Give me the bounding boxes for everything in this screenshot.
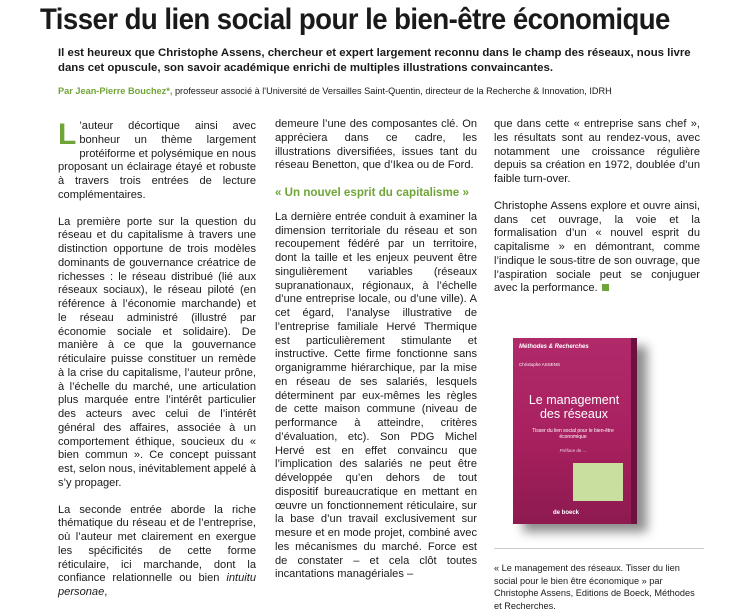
- italic-term: intuitu personae: [58, 572, 256, 598]
- book-cover-box: [573, 463, 623, 501]
- paragraph: La première porte sur la question du réseau et du capitalisme à travers une distinction opportune de trois modèles dominants de gouvernance créatrice de richesses : le réseau distribué (lié aux réseaux sociaux), le réseau piloté (en référence à l’économie marchande) et le réseau administré (illustré par économie sociale et solidaire). De manière à ce que la gouvernance réticulaire puisse constituer un remède à la crise du capitalisme, l’auteur prône, à l’échelle du marché, une articulation plus marquée entre l’intérêt particulier des acteurs avec celui de l’intérêt général des affaires, associée à un comportement éthique, soucieux du « bien commun ». Ce concept puissant est, selon nous, inévitablement appelé à s’y propager.: [58, 215, 256, 489]
- paragraph: La dernière entrée conduit à examiner la dimension territoriale du réseau et son recoupement fédéré par un territoire, dont la taille et les enjeux peuvent être singulièrement variables (réseaux supranationaux, régionaux, à l’échelle d’une entreprise locale, ou d’une ville). A cet égard, l’analyse illustrative de l’entreprise familiale Hervé Thermique est particulièrement stimulante et instructive. Cette firme fonctionne sans organigramme hiérarchique, par la mise en réseau de ses salariés, lesquels déterminent par eux-mêmes les règles de cette maison commune (niveau de performance à atteindre, critères d’évaluation, etc). Son PDG Michel Hervé est en effet convaincu que l’implication des salariés ne peut être développée qu’en dehors de tout dispositif bureaucratique en mettant en œuvre un fonctionnement réticulaire, sur la base d’un travail exclusivement sur mesure et en mode projet, combiné avec les mécanismes du marché. Force est de constater – et cela clôt toutes incantations managériales –: [275, 210, 477, 581]
- book-preface: Préface de ...: [559, 448, 587, 453]
- book-publisher: de boeck: [553, 510, 580, 516]
- paragraph-text: Christophe Assens explore et ouvre ainsi, dans cet ouvrage, la voie et la formalisation d’un « nouvel esprit du capitalisme » en démontrant, comme l’indique le sous-titre de son ouvrage, que l’aspiration sociale peut se conjuguer avec la performance.: [494, 199, 700, 295]
- article-title: Tisser du lien social pour le bien-être économique: [40, 3, 670, 36]
- book-series: Méthodes & Recherches: [519, 344, 589, 350]
- paragraph: demeure l’une des composantes clé. On appréciera dans ce cadre, les illustrations diversifiées, issues tant du réseau Benetton, que d’Ikea ou de Ford.: [275, 118, 477, 172]
- book-author: Christophe ASSENS: [519, 362, 561, 367]
- column-2: [275, 118, 477, 595]
- paragraph-text: ’auteur décortique ainsi avec bonheur un thème largement protéiforme et polysémique en nous proposant un éclairage étayé et robuste à travers trois entrées de lecture complémentaires.: [58, 120, 256, 201]
- paragraph-text: La seconde entrée aborde la riche thématique du réseau et de l’entreprise, où l’auteur met clairement en exergue les spécificités de cette forme réticulaire, ici marchande, dont la confiance relationnelle ou bien: [58, 503, 256, 585]
- byline: [58, 85, 728, 97]
- column-1: [58, 120, 256, 613]
- paragraph: [58, 120, 256, 203]
- column-3: [494, 118, 700, 309]
- article-lede: Il est heureux que Christophe Assens, chercheur et expert largement reconnu dans le champ des réseaux, nous livre dans cet opuscule, son savoir académique enrichi de multiples illustrations convaincantes.: [58, 47, 691, 74]
- drop-cap: L: [58, 118, 77, 151]
- caption-divider: [494, 548, 704, 549]
- paragraph: [494, 200, 700, 296]
- byline-affiliation: professeur associé à l'Université de Versailles Saint-Quentin, directeur de la Recherche & Innovation, IDRH: [172, 86, 612, 96]
- paragraph-text: ,: [104, 586, 108, 598]
- paragraph: que dans cette « entreprise sans chef », les résultats sont au rendez-vous, avec notamment une croissance régulière depuis sa création en 1972, doublée d’un faible turn-over.: [494, 118, 700, 185]
- book-title: Le management des réseaux: [528, 393, 620, 421]
- end-square-icon: [602, 284, 609, 291]
- book-cover: [513, 338, 637, 524]
- paragraph: [58, 504, 256, 600]
- subheading: « Un nouvel esprit du capitalisme »: [275, 186, 469, 199]
- book-caption: « Le management des réseaux. Tisser du lien social pour le bien être économique » par Christophe Assens, Editions de Boeck, Méthodes et Recherches.: [494, 563, 695, 611]
- byline-author: Par Jean-Pierre Bouchez*,: [58, 86, 173, 96]
- book-subtitle: Tisser du lien social pour le bien-être économique: [532, 428, 614, 440]
